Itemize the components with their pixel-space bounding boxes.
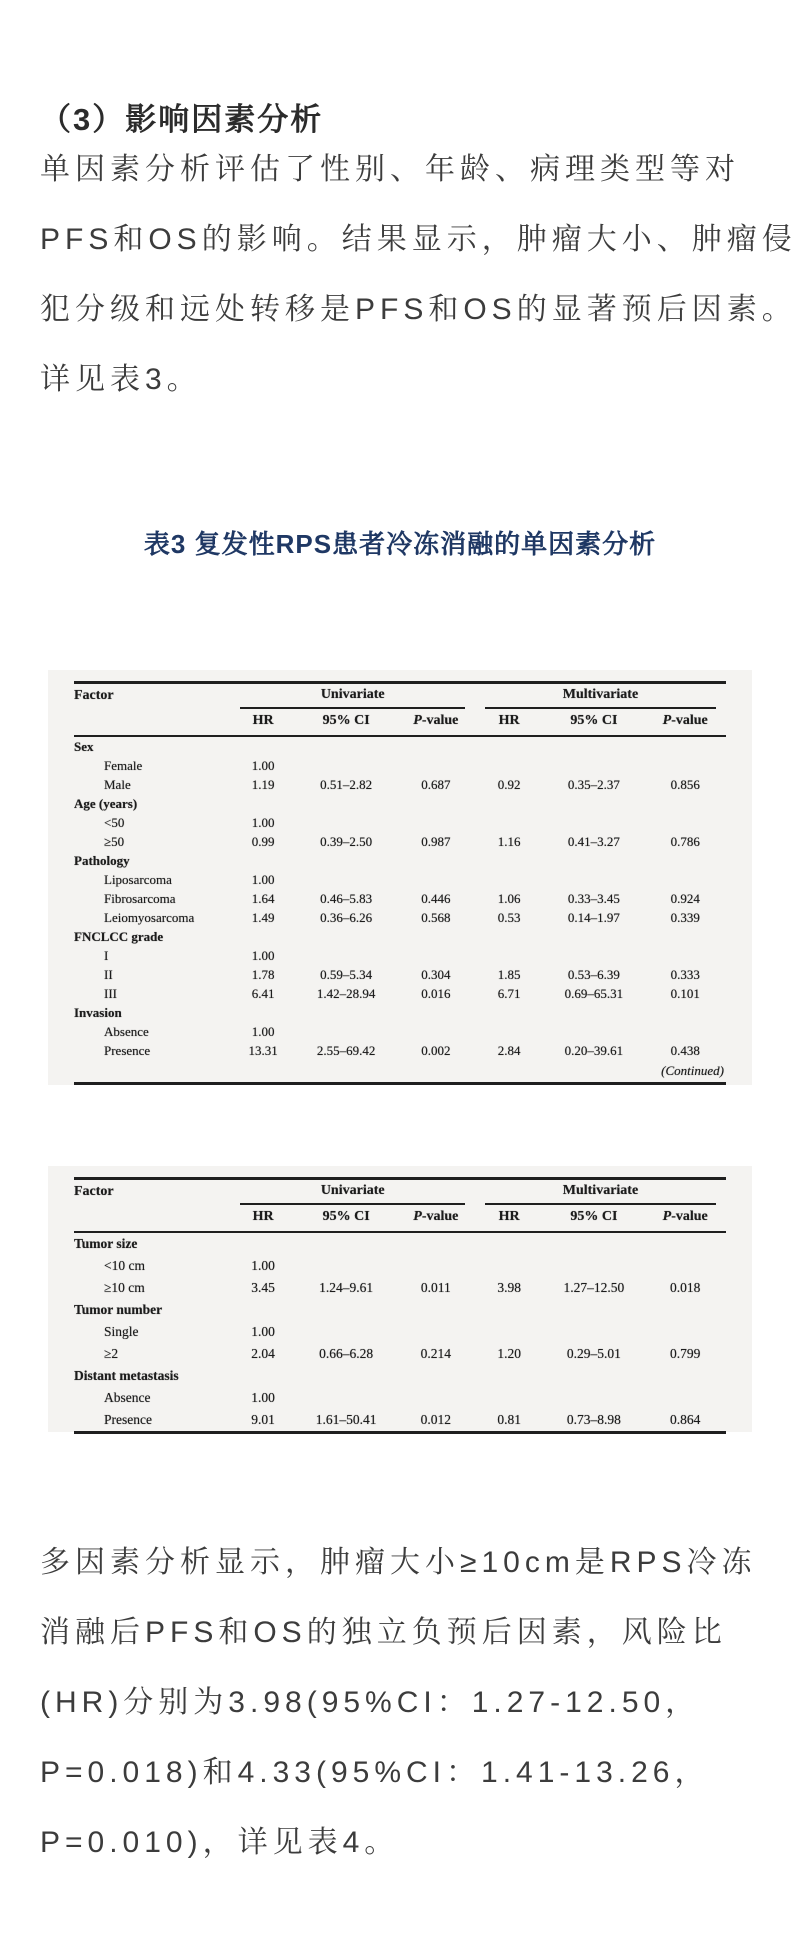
table-row [74,1343,726,1365]
value-cell: 2.04 [251,1346,275,1361]
value-cell [397,1299,475,1321]
paragraph-multivariate [40,1528,764,1878]
row-label: FNCLCC grade [74,929,164,944]
value-cell [543,946,644,965]
table-row [74,965,726,984]
value-cell: 0.51–2.82 [320,777,373,792]
value-cell: 0.864 [670,1412,701,1427]
table-row [74,1041,726,1060]
column-header-hr: HR [475,709,543,736]
row-label: Fibrosarcoma [104,891,176,906]
value-cell: 1.64 [251,891,275,906]
value-cell: 0.69–65.31 [564,986,624,1001]
table-row [74,1255,726,1277]
row-label: Tumor size [74,1236,138,1251]
value-cell [296,851,397,870]
value-cell: 0.53 [497,910,521,925]
column-header-factor: Factor [74,683,230,737]
value-cell [296,1387,397,1409]
table-row [74,1299,726,1321]
value-cell: 2.84 [497,1043,521,1058]
value-cell [543,851,644,870]
value-cell: 1.00 [251,1390,275,1405]
value-cell: 0.99 [251,834,275,849]
value-cell: 1.49 [251,910,275,925]
row-label: II [104,967,113,982]
value-cell [397,851,475,870]
value-cell: 0.987 [421,834,451,849]
value-cell [397,1232,475,1255]
value-cell: 3.98 [497,1280,521,1295]
value-cell: 1.78 [251,967,275,982]
value-cell: 0.92 [497,777,521,792]
table-row [74,775,726,794]
column-header-hr: HR [475,1205,543,1232]
value-cell: 1.00 [251,815,275,830]
column-header-ci: 95% CI [296,1205,397,1232]
value-cell [296,1365,397,1387]
value-cell [475,1003,543,1022]
value-cell [230,1003,295,1022]
column-header-hr: HR [230,709,295,736]
row-label: ≥2 [104,1346,119,1361]
value-cell: 0.446 [421,891,451,906]
table-row [74,1022,726,1041]
column-header-pvalue: P-value [397,709,475,736]
value-cell [397,927,475,946]
group-header-multivariate: Multivariate [475,683,726,710]
column-header-pvalue: P-value [397,1205,475,1232]
column-header-ci: 95% CI [296,709,397,736]
table-row [74,1387,726,1409]
value-cell [296,756,397,775]
group-header-univariate: Univariate [230,1179,474,1206]
table-row [74,927,726,946]
table-row [74,794,726,813]
value-cell [296,927,397,946]
value-cell: 0.438 [670,1043,700,1058]
column-header-hr: HR [230,1205,295,1232]
value-cell: 0.799 [670,1346,701,1361]
value-cell [397,1255,475,1277]
value-cell: 0.012 [420,1412,451,1427]
value-cell [475,851,543,870]
value-cell [475,1387,543,1409]
value-cell: 0.011 [420,1280,451,1295]
paragraph-line: 消融后PFS和OS的独立负预后因素，风险比 [40,1616,727,1649]
paragraph-line: 多因素分析显示，肿瘤大小≥10cm是RPS冷冻 [40,1546,757,1579]
paragraph-line: 详见表3。 [40,363,202,396]
value-cell: 6.71 [497,986,521,1001]
value-cell [644,756,726,775]
value-cell [543,1003,644,1022]
table-row [74,984,726,1003]
value-cell [543,1022,644,1041]
value-cell: 0.101 [670,986,700,1001]
column-header-pvalue: P-value [644,1205,726,1232]
paragraph-line: P=0.010)，详见表4。 [40,1826,400,1859]
value-cell: 0.36–6.26 [320,910,373,925]
value-cell [296,1321,397,1343]
value-cell [644,1003,726,1022]
value-cell: 9.01 [251,1412,275,1427]
value-cell [543,813,644,832]
value-cell [296,1022,397,1041]
value-cell: 3.45 [251,1280,275,1295]
value-cell: 1.00 [251,872,275,887]
value-cell [475,736,543,756]
value-cell: 0.339 [670,910,700,925]
value-cell [296,1255,397,1277]
value-cell [543,1232,644,1255]
continued-row [74,1060,726,1084]
value-cell [296,870,397,889]
value-cell [296,1299,397,1321]
paragraph-line: 单因素分析评估了性别、年龄、病理类型等对 [40,153,740,186]
value-cell: 1.00 [251,758,275,773]
value-cell [475,1232,543,1255]
table-row [74,832,726,851]
value-cell: 0.46–5.83 [320,891,373,906]
value-cell: 1.24–9.61 [319,1280,374,1295]
column-header-ci: 95% CI [543,709,644,736]
group-header-univariate: Univariate [230,683,474,710]
value-cell [543,1299,644,1321]
value-cell: 0.687 [421,777,451,792]
value-cell [296,1003,397,1022]
row-label: Single [104,1324,139,1339]
value-cell: 0.41–3.27 [567,834,620,849]
value-cell [475,1255,543,1277]
value-cell [296,946,397,965]
value-cell [230,794,295,813]
value-cell [543,1255,644,1277]
table-row [74,908,726,927]
row-label: <50 [104,815,125,830]
value-cell: 1.85 [497,967,521,982]
value-cell [644,813,726,832]
value-cell [397,1022,475,1041]
value-cell [397,813,475,832]
value-cell [543,794,644,813]
value-cell: 0.018 [670,1280,701,1295]
value-cell: 1.42–28.94 [316,986,376,1001]
value-cell [397,736,475,756]
value-cell [475,1321,543,1343]
univariate-multivariate-table-part1 [74,681,726,1085]
row-label: <10 cm [104,1258,145,1273]
paragraph-line: 犯分级和远处转移是PFS和OS的显著预后因素。 [40,293,797,326]
table-row [74,1003,726,1022]
value-cell [397,794,475,813]
value-cell [230,736,295,756]
value-cell [543,756,644,775]
value-cell: 0.81 [497,1412,521,1427]
value-cell: 0.66–6.28 [319,1346,374,1361]
value-cell [644,927,726,946]
value-cell [475,927,543,946]
row-label: Pathology [74,853,130,868]
table-row [74,889,726,908]
value-cell [644,1321,726,1343]
value-cell [644,870,726,889]
paragraph-line: PFS和OS的影响。结果显示，肿瘤大小、肿瘤侵 [40,223,797,256]
value-cell [543,1387,644,1409]
table-row [74,736,726,756]
row-label: Sex [74,739,94,754]
value-cell [397,756,475,775]
value-cell [644,1022,726,1041]
column-header-factor: Factor [74,1179,230,1233]
row-label: Age (years) [74,796,138,811]
paragraph-line: (HR)分别为3.98(95%CI：1.27-12.50， [40,1686,701,1719]
row-label: ≥10 cm [104,1280,145,1295]
value-cell [397,1387,475,1409]
value-cell [296,736,397,756]
value-cell [644,1255,726,1277]
value-cell: 1.61–50.41 [315,1412,377,1427]
value-cell [475,946,543,965]
value-cell [475,1365,543,1387]
value-cell [230,927,295,946]
value-cell [644,1387,726,1409]
value-cell: 0.856 [670,777,700,792]
row-label: Invasion [74,1005,122,1020]
row-label: Leiomyosarcoma [104,910,195,925]
value-cell [644,1365,726,1387]
table-row [74,1232,726,1255]
value-cell [543,927,644,946]
row-label: ≥50 [104,834,125,849]
row-label: Female [104,758,143,773]
value-cell [475,813,543,832]
table-row [74,1321,726,1343]
value-cell [644,794,726,813]
value-cell: 1.16 [497,834,521,849]
group-header-multivariate: Multivariate [475,1179,726,1206]
value-cell [397,946,475,965]
value-cell: 0.33–3.45 [567,891,620,906]
value-cell: 1.19 [251,777,275,792]
value-cell [475,1022,543,1041]
row-label: Tumor number [74,1302,163,1317]
row-label: I [104,948,109,963]
value-cell: 0.214 [420,1346,451,1361]
value-cell [644,1299,726,1321]
value-cell: 1.06 [497,891,521,906]
value-cell: 1.00 [251,948,275,963]
section-heading: （3）影响因素分析 [40,102,324,137]
value-cell [230,1365,295,1387]
value-cell [475,794,543,813]
value-cell [397,1003,475,1022]
table-row [74,851,726,870]
value-cell: 1.00 [251,1324,275,1339]
univariate-multivariate-table-part2 [74,1177,726,1434]
value-cell [230,1232,295,1255]
value-cell [543,1365,644,1387]
value-cell [543,1321,644,1343]
value-cell: 1.20 [497,1346,521,1361]
column-header-pvalue: P-value [644,709,726,736]
value-cell [397,1365,475,1387]
row-label: Liposarcoma [104,872,172,887]
value-cell: 1.00 [251,1258,275,1273]
value-cell: 0.59–5.34 [320,967,373,982]
value-cell [475,870,543,889]
row-label: Absence [104,1024,149,1039]
row-label: Presence [104,1043,151,1058]
value-cell [296,794,397,813]
table-row [74,946,726,965]
value-cell [230,851,295,870]
value-cell: 1.00 [251,1024,275,1039]
table-row [74,756,726,775]
value-cell [397,1321,475,1343]
row-label: III [104,986,117,1001]
value-cell [543,736,644,756]
value-cell: 0.333 [670,967,700,982]
paragraph-line: P=0.018)和4.33(95%CI：1.41-13.26， [40,1756,710,1789]
value-cell: 0.568 [421,910,451,925]
row-label: Male [104,777,131,792]
value-cell [475,1299,543,1321]
value-cell: 0.924 [670,891,700,906]
value-cell: 0.29–5.01 [566,1346,621,1361]
table-caption: 表3 复发性RPS患者冷冻消融的单因素分析 [143,529,657,559]
value-cell [644,851,726,870]
value-cell [397,870,475,889]
value-cell: 13.31 [248,1043,278,1058]
value-cell: 0.20–39.61 [564,1043,624,1058]
value-cell [644,736,726,756]
value-cell: 0.016 [421,986,451,1001]
value-cell: 0.304 [421,967,451,982]
value-cell: 0.53–6.39 [567,967,620,982]
value-cell: 0.786 [670,834,700,849]
value-cell [296,1232,397,1255]
table-row [74,1409,726,1433]
value-cell: 0.39–2.50 [320,834,373,849]
table-row [74,870,726,889]
row-label: Distant metastasis [74,1368,179,1383]
row-label: Absence [104,1390,151,1405]
continued-note: (Continued) [661,1063,724,1078]
paragraph-univariate [40,135,797,415]
column-header-ci: 95% CI [543,1205,644,1232]
value-cell [543,870,644,889]
value-cell [230,1299,295,1321]
table-row [74,813,726,832]
value-cell [644,946,726,965]
row-label: Presence [104,1412,152,1427]
value-cell: 0.73–8.98 [566,1412,621,1427]
value-cell [296,813,397,832]
table3-part2-figure [48,1166,752,1432]
table3-part1-figure [48,670,752,1085]
value-cell: 0.14–1.97 [567,910,620,925]
value-cell: 2.55–69.42 [316,1043,376,1058]
value-cell: 6.41 [251,986,275,1001]
value-cell: 0.35–2.37 [567,777,620,792]
value-cell [644,1232,726,1255]
table-row [74,1277,726,1299]
value-cell: 1.27–12.50 [563,1280,625,1295]
value-cell [475,756,543,775]
value-cell: 0.002 [421,1043,451,1058]
table-row [74,1365,726,1387]
